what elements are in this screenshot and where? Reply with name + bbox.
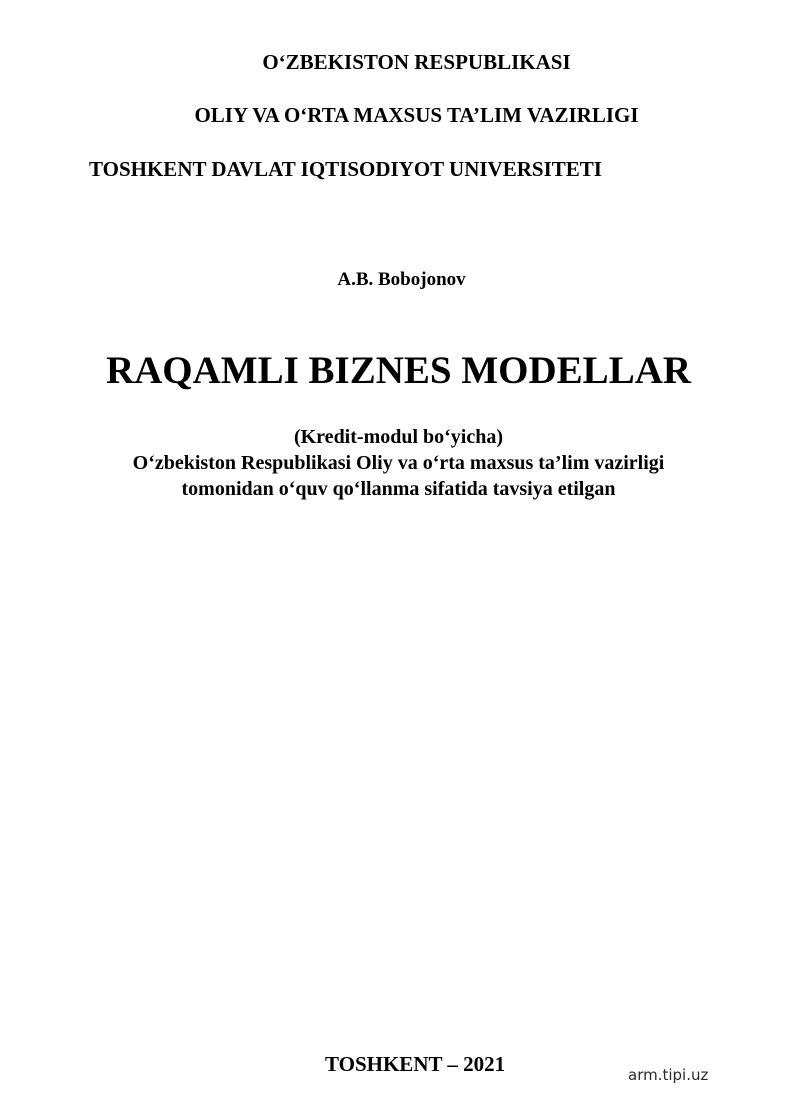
book-title: RAQAMLI BIZNES MODELLAR	[105, 349, 692, 392]
subtitle-recommendation-line-2: tomonidan o‘quv qo‘llanma sifatida tavsiya etilgan	[181, 478, 616, 500]
header-university: TOSHKENT DAVLAT IQTISODIYOT UNIVERSITETI	[89, 157, 602, 181]
subtitle-credit-module: (Kredit-modul bo‘yicha)	[293, 426, 504, 448]
footer-city-year: TOSHKENT – 2021	[325, 1052, 506, 1076]
header-country: O‘ZBEKISTON RESPUBLIKASI	[262, 50, 571, 74]
subtitle-recommendation-line-1: O‘zbekiston Respublikasi Oliy va o‘rta maxsus ta’lim vazirligi	[132, 452, 665, 474]
header-ministry: OLIY VA O‘RTA MAXSUS TA’LIM VAZIRLIGI	[194, 103, 639, 127]
author-name: A.B. Bobojonov	[337, 269, 466, 290]
watermark-text: arm.tipi.uz	[628, 1066, 709, 1084]
